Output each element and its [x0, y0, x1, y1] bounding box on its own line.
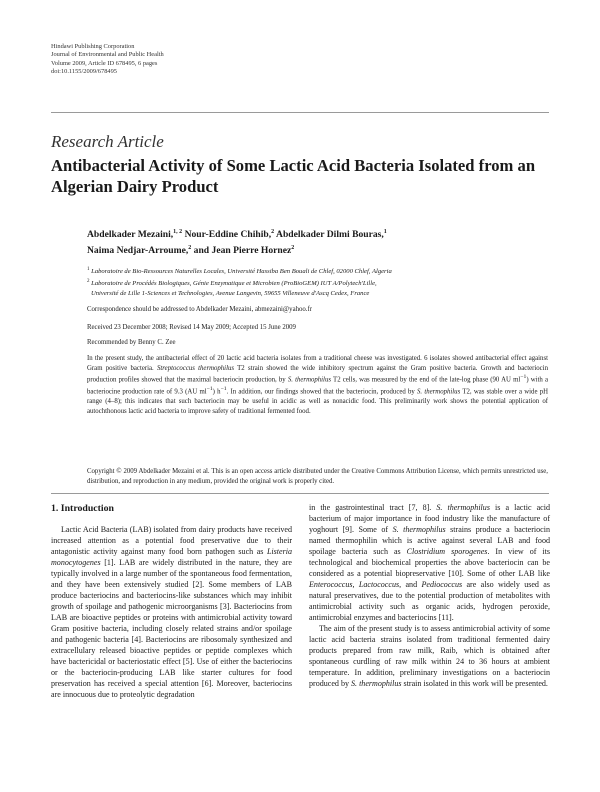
- affiliation-1: $^1$ Laboratoire de Bio-Ressources Naturelles Locales, Université Hassiba Ben Bouali de Chlef, 02000 Chlef, Algeria: [87, 267, 392, 276]
- correspondence: Correspondence should be addressed to Abdelkader Mezaini, abmezaini@yahoo.fr: [87, 306, 313, 313]
- section-heading-introduction: 1. Introduction: [51, 503, 114, 514]
- abstract: In the present study, the antibacterial effect of 20 lactic acid bacteria isolates from a traditional cheese was investigated. 6 isolates showed antibacterial effect against Gram positive bacteria. Streptococcus thermophilus T2 strain showed the wide inhibitory spectrum against the Gram positive bacteria. Growth and bacteriocin production profiles showed that the maximal bacteriocin production, by S. thermophilus T2 cells, was measured by the end of the late-log phase (90 AU $ml^{-1}$) with a bacteriocine production rate of 9.3 (AU $ml^{-1}$) $h^{-1}$. In addition, our findings showed that the bacteriocin, produced by S. thermophilus T2, was stable over a wide pH range (4–8); this indicates that such bacteriocin may be useful in acidic as well as nonacidic food. This preliminarily work shows the potential application of autochthonous lactic acid bacteria to improve safety of traditional fermented food.: [87, 355, 549, 416]
- author-name: Naima Nedjar-Arroume,: [87, 244, 189, 256]
- author-affiliation-mark: 2: [188, 244, 192, 251]
- divider-mid: [51, 493, 549, 494]
- doi: doi:10.1155/2009/678495: [51, 68, 117, 76]
- divider-top: [51, 112, 549, 113]
- affiliation-2: $^2$ Laboratoire de Procédés Biologiques, Génie Enzymatique et Microbien (ProBioGEM) IUT A/Polytech'Lille,: [87, 278, 377, 287]
- author-name: Nour-Eddine Chihib,: [184, 229, 272, 241]
- author-list: Abdelkader Mezaini,$^{1, 2}$ Nour-Eddine Chihib,$^2$ Abdelkader Dilmi Bouras,$^1$ Naima Nedjar-Arroume,$^2$ and Jean Pierre Hornez$^2$: [87, 229, 387, 256]
- intro-paragraph-2: The aim of the present study is to assess antimicrobial activity of some lactic acid bacteria strains isolated from traditional fermented dairy products prepared from raw milk, Raib, which is obtained after spontaneous curdling of raw milk within 24 to 36 hours at ambient temperature. In addition, preliminary investigations on a bacteriocin produced by S. thermophilus strain isolated in this work will be presented.: [309, 624, 550, 689]
- author-affiliation-mark: 1, 2: [173, 229, 183, 235]
- article-category: Research Article: [51, 132, 164, 151]
- author-affiliation-mark: 2: [271, 229, 275, 235]
- history-dates: Received 23 December 2008; Revised 14 May 2009; Accepted 15 June 2009: [87, 324, 296, 331]
- recommended-by: Recommended by Benny C. Zee: [87, 339, 176, 346]
- column-left: [51, 524, 292, 700]
- author-name: Abdelkader Mezaini,: [87, 229, 174, 241]
- article-title: Antibacterial Activity of Some Lactic Acid Bacteria Isolated from an Algerian Dairy Product: [51, 156, 536, 196]
- author-affiliation-mark: 1: [383, 229, 387, 235]
- column-right: [309, 502, 550, 689]
- copyright-notice: Copyright © 2009 Abdelkader Mezaini et al. This is an open access article distributed under the Creative Commons Attribution License, which permits unrestricted use, distribution, and reproduction in any medium, provided the original work is properly cited.: [87, 468, 548, 485]
- intro-paragraph-1: Lactic Acid Bacteria (LAB) isolated from dairy products have received increased attention as a potential food preservative due to their antagonistic activity against many food born pathogen such as Listeria monocytogenes [1]. LAB are widely distributed in the nature, they are typically involved in a large number of the spontaneous food fermentation, and they have been extensively studied [2]. Some members of LAB produce bacteriocins and bacteriocins-like substances which may inhibit growth of spoilage and pathogenic microorganisms [3]. Bacteriocins from LAB are bioactive peptides or proteins with antimicrobial activity toward Gram positive bacteria, including closely related strains and/or spoilage and pathogenic bacteria [4]. Bacteriocins are ribosomaly synthesized and extracellulary released bioactive peptides or peptide complexes which have bactericidal or bacteriostatic effect [5]. Use of either the bacteriocins or the bacteriocin-producing LAB like starter cultures for food preservation has received a special attention [6]. Moreover, bacteriocins are innocuous due to proteolytic degradation: [51, 525, 292, 700]
- journal-header: [51, 43, 164, 77]
- author-affiliation-mark: 2: [291, 244, 295, 251]
- intro-paragraph-1-cont: in the gastrointestinal tract [7, 8]. S. thermophilus is a lactic acid bacterium of major importance in food industry like the manufacture of yoghourt [9]. Some of S. thermophilus strains produce a bacteriocin named thermophilin which is active against several LAB and food spoilage bacteria such as Clostridium sporogenes. In view of its technological and biochemical properties the above bacteriocin can be considered as a potential biopreservative [10]. Some of other LAB like Enterococcus, Lactococcus, and Pediococcus are also widely used as natural preservatives, due to the potential production of metabolites with antimicrobial activity such as organic acids, hydrogen peroxide, antimicrobial enzymes and bacteriocins [11].: [309, 503, 551, 623]
- affiliations: [87, 265, 547, 298]
- author-name: Jean Pierre Hornez: [211, 244, 292, 256]
- author-name: Abdelkader Dilmi Bouras,: [276, 229, 384, 241]
- journal-name: Journal of Environmental and Public Health: [51, 51, 164, 59]
- volume-info: Volume 2009, Article ID 678495, 6 pages: [51, 59, 158, 67]
- publisher: Hindawi Publishing Corporation: [51, 43, 135, 50]
- affiliation-2-cont: Université de Lille 1-Sciences et Technologies, Avenue Langevin, 59655 Villeneuve d'Ascq Cedex, France: [91, 289, 370, 297]
